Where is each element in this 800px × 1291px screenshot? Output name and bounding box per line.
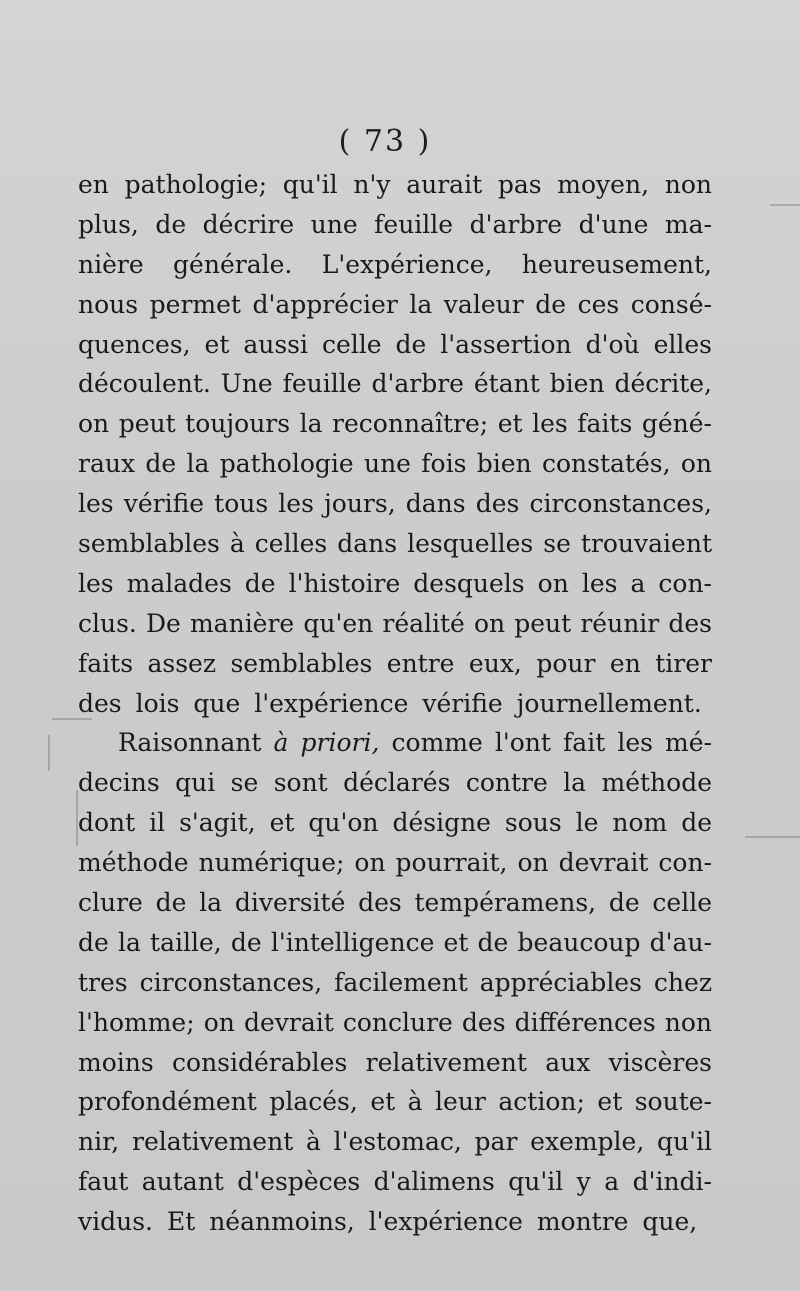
text-line: vidus. Et néanmoins, l'expérience montre que, xyxy=(78,1207,698,1237)
text-line: dont il s'agit, et qu'on désigne sous le nom de xyxy=(78,808,712,838)
text-line: tres circonstances, facilement appréciables chez xyxy=(78,967,712,997)
text-line: plus, de décrire une feuille d'arbre d'une ma- xyxy=(78,209,712,239)
text-line: on peut toujours la reconnaître; et les faits géné- xyxy=(78,409,712,439)
text-run: comme l'ont fait les mé- xyxy=(379,728,712,758)
text-line-first xyxy=(78,723,712,763)
page-number: ( 73 ) xyxy=(338,124,432,159)
text-line: méthode numérique; on pourrait, on devrait con- xyxy=(78,848,712,878)
text-line: semblables à celles dans lesquelles se trouvaient xyxy=(78,529,712,559)
text-line: l'homme; on devrait conclure des différences non xyxy=(78,1007,712,1037)
text-line: profondément placés, et à leur action; et soute- xyxy=(78,1087,712,1117)
text-line: nous permet d'apprécier la valeur de ces consé- xyxy=(78,289,712,319)
text-line: de la taille, de l'intelligence et de beaucoup d'au- xyxy=(78,927,712,957)
paper-mark xyxy=(76,790,78,846)
text-line: decins qui se sont déclarés contre la méthode xyxy=(78,768,712,798)
text-line: moins considérables relativement aux viscères xyxy=(78,1047,712,1077)
text-line: clure de la diversité des tempéramens, de celle xyxy=(78,888,712,918)
paragraph-1 xyxy=(78,165,712,723)
paper-mark xyxy=(745,836,800,838)
text-line: faut autant d'espèces d'alimens qu'il y a d'indi- xyxy=(78,1167,712,1197)
italic-phrase: à priori, xyxy=(273,728,380,758)
text-line: quences, et aussi celle de l'assertion d'où elles xyxy=(78,329,712,359)
text-line: en pathologie; qu'il n'y aurait pas moyen, non xyxy=(78,170,712,199)
text-line: les vérifie tous les jours, dans des circonstances, xyxy=(78,489,712,519)
paper-mark xyxy=(48,735,50,771)
text-run: Raisonnant xyxy=(118,728,274,758)
body-text xyxy=(78,165,712,1242)
text-line: nière générale. L'expérience, heureusement, xyxy=(78,249,712,279)
paper-mark xyxy=(770,204,800,206)
text-line: faits assez semblables entre eux, pour en tirer xyxy=(78,648,712,678)
text-line: les malades de l'histoire desquels on les a con- xyxy=(78,568,712,598)
text-line: raux de la pathologie une fois bien constatés, on xyxy=(78,449,712,479)
paragraph-2 xyxy=(78,723,712,1242)
text-line: clus. De manière qu'en réalité on peut réunir des xyxy=(78,608,712,638)
text-line: découlent. Une feuille d'arbre étant bien décrite, xyxy=(78,369,712,399)
text-line: nir, relativement à l'estomac, par exemple, qu'il xyxy=(78,1127,712,1157)
text-line: des lois que l'expérience vérifie journellement. xyxy=(78,688,702,718)
paper-mark xyxy=(52,718,92,720)
